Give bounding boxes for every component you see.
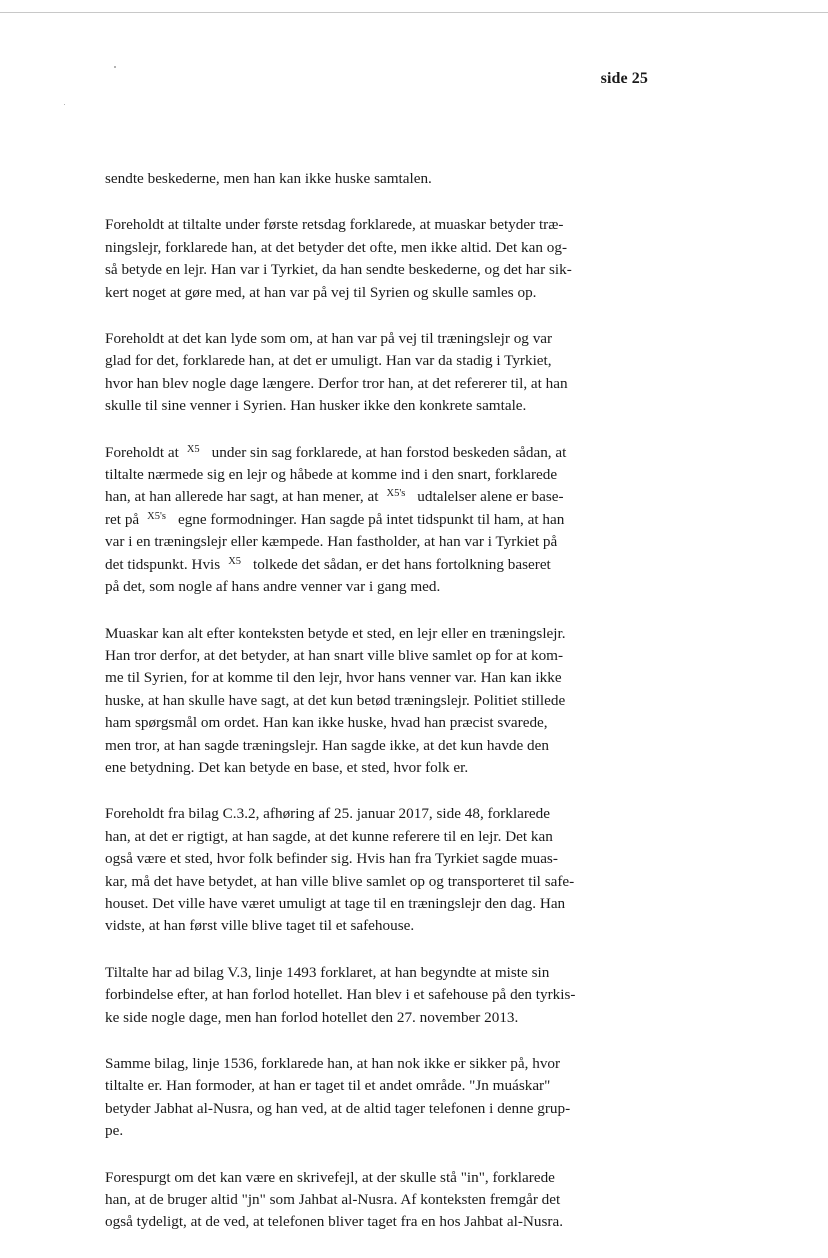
paragraph [105,803,605,937]
text-line: tiltalte nærmede sig en lejr og håbede at komme ind i den snart, forklarede [105,466,558,484]
text-line: ningslejr, forklarede han, at det betyder det ofte, men ikke altid. Det kan og- [105,238,568,256]
text-line: så betyde en lejr. Han var i Tyrkiet, da han sendte beskederne, og det har sik- [105,261,572,279]
text-line: ene betydning. Det kan betyde en base, et sted, hvor folk er. [105,758,469,776]
text-line: forbindelse efter, at han forlod hotellet. Han blev i et safehouse på den tyrkis- [105,986,576,1004]
text-line: Foreholdt fra bilag C.3.2, afhøring af 25. januar 2017, side 48, forklarede [105,805,550,823]
text-line: Tiltalte har ad bilag V.3, linje 1493 forklaret, at han begyndte at miste sin [105,963,550,981]
text-line: ham spørgsmål om ordet. Han kan ikke huske, hvad han præcist svarede, [105,714,548,732]
text-line: var i en træningslejr eller kæmpede. Han fastholder, at han var i Tyrkiet på [105,533,558,551]
text-line: Samme bilag, linje 1536, forklarede han, at han nok ikke er sikker på, hvor [105,1055,561,1072]
text-line: han, at det er rigtigt, at han sagde, at det kunne referere til en lejr. Det kan [105,827,553,845]
anonymized-name-tag: X5 [186,443,200,455]
paragraph [105,962,605,1029]
anonymized-name-tag: X5 [228,555,242,567]
text-line: Han tror derfor, at det betyder, at han snart ville blive samlet op for at kom- [105,646,564,664]
scan-speck [64,104,65,105]
line-text-before: han, at han allerede har sagt, at han mener, at [105,488,379,506]
document-body [105,168,605,1258]
line-text-after: egne formodninger. Han sagde på intet tidspunkt til ham, at han [177,510,565,528]
text-line: Muaskar kan alt efter konteksten betyde et sted, en lejr eller en træningslejr. [105,624,566,642]
text-line [105,486,605,508]
paragraph [105,214,605,304]
text-line: sendte beskederne, men han kan ikke huske samtalen. [105,170,432,187]
text-line: Foreholdt at det kan lyde som om, at han var på vej til træningslejr og var [105,330,553,348]
text-line: han, at de bruger altid "jn" som Jahbat al-Nusra. Af konteksten fremgår det [105,1191,561,1209]
text-line: huske, at han skulle have sagt, at det kun betød træningslejr. Politiet stillede [105,691,566,709]
text-line: vidste, at han først ville blive taget til et safehouse. [105,917,415,935]
line-text-after: under sin sag forklarede, at han forstod beskeden sådan, at [211,443,567,461]
text-line: betyder Jabhat al-Nusra, og han ved, at de altid tager telefonen i denne grup- [105,1099,571,1117]
paragraph [105,1167,605,1234]
text-line: glad for det, forklarede han, at det er umuligt. Han var da stadig i Tyrkiet, [105,352,552,370]
paragraph [105,168,605,190]
text-line: hvor han blev nogle dage længere. Derfor tror han, at det refererer til, at han [105,374,568,392]
line-text-after: tolkede det sådan, er det hans fortolkning baseret [253,555,551,573]
text-line [105,554,605,576]
text-line: kert noget at gøre med, at han var på vej til Syrien og skulle samles op. [105,283,537,301]
text-line: Forespurgt om det kan være en skrivefejl, at der skulle stå "in", forklarede [105,1168,555,1186]
anonymized-name-tag: X5's [147,510,166,522]
text-line: også være et sted, hvor folk befinder sig. Hvis han fra Tyrkiet sagde muas- [105,850,558,868]
scan-top-edge [0,12,828,13]
text-line: tiltalte er. Han formoder, at han er taget til et andet område. "Jn muáskar" [105,1077,551,1095]
scan-speck [114,66,116,68]
paragraph [105,623,605,780]
paragraph [105,442,605,599]
text-line: på det, som nogle af hans andre venner var i gang med. [105,578,441,596]
line-text-before: ret på [105,510,140,528]
line-text-after: udtalelser alene er base- [417,488,564,506]
line-text-before: Foreholdt at [105,443,179,461]
text-line: me til Syrien, for at komme til den lejr, hvor hans venner var. Han kan ikke [105,669,562,687]
text-line: houset. Det ville have været umuligt at tage til en træningslejr den dag. Han [105,894,566,912]
text-line: kar, må det have betydet, at han ville blive samlet op og transporteret til safe- [105,872,575,890]
page-number: side 25 [600,70,648,87]
line-text-before: det tidspunkt. Hvis [105,555,221,573]
text-line [105,509,605,531]
text-line: pe. [105,1122,124,1140]
text-line: også tydeligt, at de ved, at telefonen bliver taget fra en hos Jahbat al-Nusra. [105,1213,563,1231]
paragraph [105,328,605,418]
text-line: ke side nogle dage, men han forlod hotellet den 27. november 2013. [105,1008,519,1026]
text-line: men tror, at han sagde træningslejr. Han sagde ikke, at det kun havde den [105,736,549,754]
paragraph [105,1053,605,1143]
text-line [105,442,605,464]
text-line: Foreholdt at tiltalte under første retsdag forklarede, at muaskar betyder træ- [105,216,564,234]
anonymized-name-tag: X5's [386,488,406,500]
text-line: skulle til sine venner i Syrien. Han husker ikke den konkrete samtale. [105,397,527,415]
